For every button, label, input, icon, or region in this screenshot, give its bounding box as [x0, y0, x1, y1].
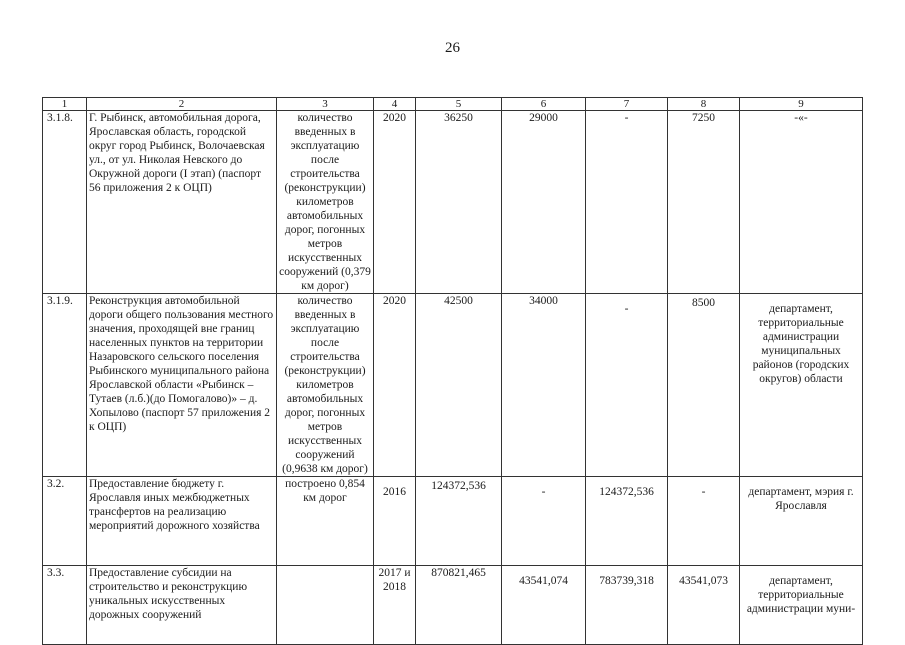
row-year: 2020 — [374, 294, 416, 477]
table-row — [43, 566, 863, 645]
header-cell: 5 — [416, 98, 502, 111]
row-name: Г. Рыбинск, автомобильная дорога, Ярославская область, городской округ город Рыбинск, Волочаевская ул., от ул. Николая Невского до Окружной дороги (I этап) (паспорт 56 приложения 2 к ОЦП) — [87, 111, 277, 294]
row-number: 3.2. — [43, 477, 87, 566]
row-col7: 124372,536 — [586, 477, 668, 566]
row-executor: департамент, мэрия г. Ярославля — [740, 477, 863, 566]
row-col6: 29000 — [502, 111, 586, 294]
header-cell: 4 — [374, 98, 416, 111]
row-col7: - — [586, 294, 668, 477]
row-year: 2020 — [374, 111, 416, 294]
page-number: 26 — [445, 40, 460, 56]
row-indicator: количество введенных в эксплуатацию после строительства (реконструкции) километров автомобильных дорог, погонных метров искусственных сооружений (0,379 км дорог) — [277, 111, 374, 294]
row-indicator — [277, 566, 374, 645]
row-col5: 124372,536 — [416, 477, 502, 566]
row-col5: 42500 — [416, 294, 502, 477]
program-table — [42, 97, 863, 645]
header-cell: 6 — [502, 98, 586, 111]
table-row — [43, 477, 863, 566]
row-col8: 7250 — [668, 111, 740, 294]
row-indicator: построено 0,854 км дорог — [277, 477, 374, 566]
row-number: 3.3. — [43, 566, 87, 645]
table-row — [43, 294, 863, 477]
row-executor: департамент, территориальные администрации муни- — [740, 566, 863, 645]
row-name: Реконструкция автомобильной дороги общего пользования местного значения, проходящей вне границ населенных пунктов на территории Назаровского сельского поселения Рыбинского муниципального района Ярославской области «Рыбинск – Тутаев (л.б.)(до Помогалово)» – д. Хопылово (паспорт 57 приложения 2 к ОЦП) — [87, 294, 277, 477]
header-cell: 2 — [87, 98, 277, 111]
row-name: Предоставление бюджету г. Ярославля иных межбюджетных трансфертов на реализацию мероприятий дорожного хозяйства — [87, 477, 277, 566]
row-executor: департамент, территориальные администрации муниципальных районов (городских округов) области — [740, 294, 863, 477]
row-col5: 870821,465 — [416, 566, 502, 645]
row-col7: - — [586, 111, 668, 294]
header-cell: 7 — [586, 98, 668, 111]
header-cell: 1 — [43, 98, 87, 111]
header-row — [43, 98, 863, 111]
row-indicator: количество введенных в эксплуатацию после строительства (реконструкции) километров автомобильных дорог, погонных метров искусственных сооружений (0,9638 км дорог) — [277, 294, 374, 477]
row-year: 2016 — [374, 477, 416, 566]
header-cell: 8 — [668, 98, 740, 111]
table-row — [43, 111, 863, 294]
row-col7: 783739,318 — [586, 566, 668, 645]
row-number: 3.1.8. — [43, 111, 87, 294]
row-col6: 34000 — [502, 294, 586, 477]
header-cell: 3 — [277, 98, 374, 111]
header-cell: 9 — [740, 98, 863, 111]
row-col8: - — [668, 477, 740, 566]
row-col6: 43541,074 — [502, 566, 586, 645]
row-col8: 8500 — [668, 294, 740, 477]
row-col5: 36250 — [416, 111, 502, 294]
row-col6: - — [502, 477, 586, 566]
row-col8: 43541,073 — [668, 566, 740, 645]
row-executor: -«- — [740, 111, 863, 294]
row-number: 3.1.9. — [43, 294, 87, 477]
row-year: 2017 и 2018 — [374, 566, 416, 645]
row-name: Предоставление субсидии на строительство и реконструкцию уникальных искусственных дорожных сооружений — [87, 566, 277, 645]
